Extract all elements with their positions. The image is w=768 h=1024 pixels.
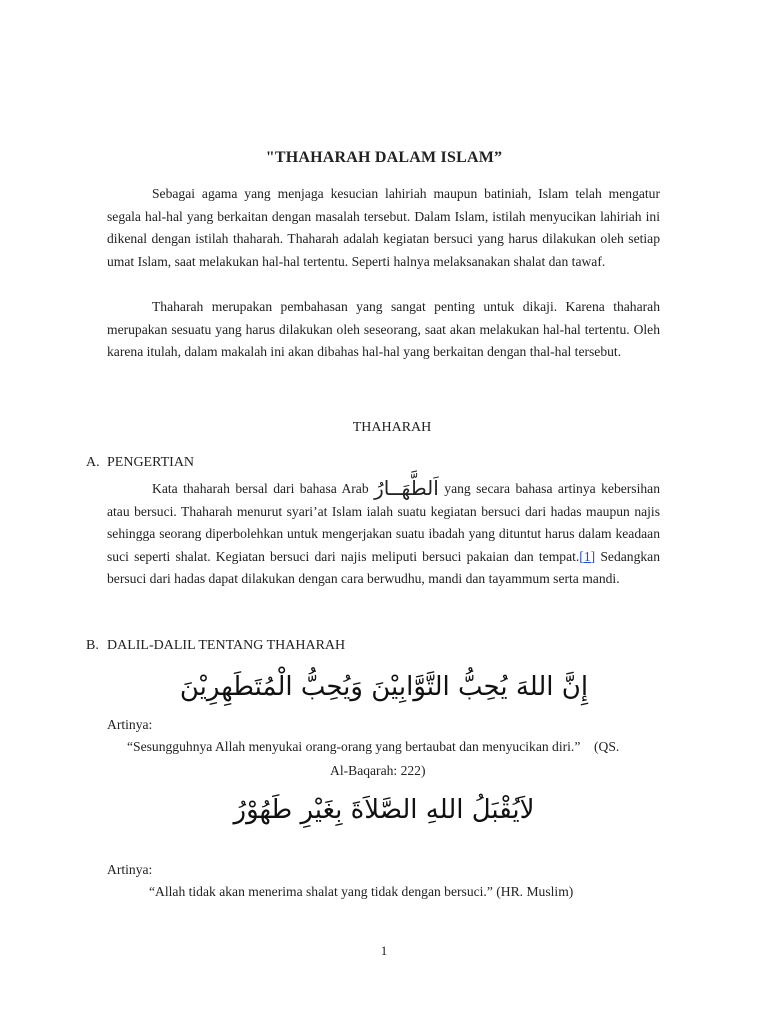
artinya-1-reference-b: Al-Baqarah: 222) bbox=[330, 763, 426, 778]
intro-paragraph-2 bbox=[107, 296, 660, 364]
artinya-1-text bbox=[127, 736, 657, 758]
artinya-1-label: Artinya: bbox=[107, 717, 153, 732]
artinya-1-reference-a: (QS. bbox=[593, 739, 620, 754]
arabic-verse-2: لاَيُقْبَلُ اللهِ الصَّلاَةَ بِغَيْرِ طَهُوْرُ bbox=[233, 795, 535, 825]
section-a-letter: A. bbox=[86, 455, 100, 470]
arabic-verse-1: إِنَّ اللهَ يُحِبُّ التَّوَّابِيْنَ وَيُحِبُّ الْمُتَطَهِرِيْنَ bbox=[179, 672, 589, 702]
section-a-text-after-arabic: yang secara bahasa artinya kebersihan atau bersuci. Thaharah menurut syari’at Islam ialah suatu kegiatan bersuci dari hadas maupun najis sehingga seorang diperbolehkan untuk mengerjakan suatu ibadah yang dituntut harus dalam keadaan suci seperti shalat. Kegiatan bersuci dari najis meliputi bersuci pakaian dan tempat. bbox=[107, 481, 660, 564]
artinya-2-text: “Allah tidak akan menerima shalat yang tidak dengan bersuci.” (HR. Muslim) bbox=[149, 884, 574, 899]
intro-paragraph-2-text: Thaharah merupakan pembahasan yang sangat penting untuk dikaji. Karena thaharah merupakan sesuatu yang harus dilakukan oleh seseorang, saat akan melakukan hal-hal tertentu. Oleh karena itulah, dalam makalah ini akan dibahas hal-hal yang berkaitan dengan thal-hal tersebut. bbox=[107, 299, 660, 359]
intro-paragraph-1-text: Sebagai agama yang menjaga kesucian lahiriah maupun batiniah, Islam telah mengatur segala hal-hal yang berkaitan dengan masalah tersebut. Dalam Islam, istilah menyucikan lahiriah ini dikenal dengan istilah thaharah. Thaharah adalah kegiatan bersuci yang harus dilakukan oleh setiap umat Islam, saat melakukan hal-hal tertentu. Seperti halnya melaksanakan shalat dan tawaf. bbox=[107, 186, 660, 269]
arabic-word-thaharah: اَلطَّهَــارُ bbox=[374, 476, 439, 500]
document-title: "THAHARAH DALAM ISLAM” bbox=[265, 149, 503, 166]
section-subtitle: THAHARAH bbox=[352, 420, 432, 435]
section-b-title: DALIL-DALIL TENTANG THAHARAH bbox=[107, 638, 346, 653]
section-b-heading bbox=[86, 638, 345, 654]
artinya-1-quote: “Sesungguhnya Allah menyukai orang-orang yang bertaubat dan menyucikan diri.” bbox=[127, 739, 581, 754]
section-a-text-before-arabic: Kata thaharah bersal dari bahasa Arab bbox=[152, 481, 369, 496]
section-a-title: PENGERTIAN bbox=[107, 455, 195, 470]
intro-paragraph-1 bbox=[107, 183, 660, 273]
page-number: 1 bbox=[380, 943, 388, 958]
footnote-link-1[interactable]: [1] bbox=[579, 548, 596, 564]
artinya-2-label: Artinya: bbox=[107, 862, 153, 877]
section-b-letter: B. bbox=[86, 638, 99, 653]
section-a-text-end: Sedangkan bersuci dari hadas dapat dilakukan dengan cara berwudhu, mandi dan tayammum serta mandi. bbox=[107, 548, 660, 586]
section-a-heading bbox=[86, 455, 194, 471]
section-a-paragraph bbox=[107, 478, 660, 591]
